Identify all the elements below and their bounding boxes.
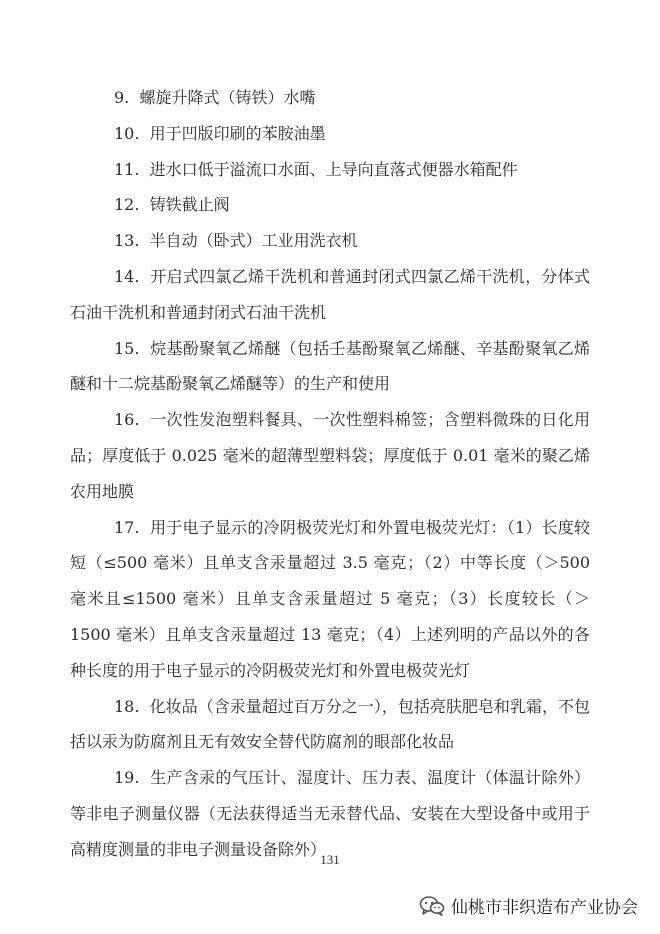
list-item <box>70 80 590 116</box>
item-text: 烷基酚聚氧乙烯醚（包括壬基酚聚氧乙烯醚、辛基酚聚氧乙烯醚和十二烷基酚聚氧乙烯醚等）的生产和使用 <box>70 338 590 394</box>
item-text: 一次性发泡塑料餐具、一次性塑料棉签；含塑料微珠的日化用品；厚度低于 0.025 毫米的超薄型塑料袋；厚度低于 0.01 毫米的聚乙烯农用地膜 <box>70 410 590 501</box>
item-text: 开启式四氯乙烯干洗机和普通封闭式四氯乙烯干洗机，分体式石油干洗机和普通封闭式石油干洗机 <box>70 266 590 322</box>
item-text: 进水口低于溢流口水面、上导向直落式便器水箱配件 <box>149 159 518 179</box>
page-number: 131 <box>320 852 340 867</box>
item-number: 10. <box>114 123 140 143</box>
item-number: 12. <box>114 195 140 215</box>
item-text: 生产含汞的气压计、湿度计、压力表、温度计（体温计除外）等非电子测量仪器（无法获得适当无汞替代品、安装在大型设备中或用于高精度测量的非电子测量设备除外） <box>70 768 590 859</box>
item-number: 17. <box>114 517 140 537</box>
document-body <box>70 80 590 868</box>
list-item <box>70 223 590 259</box>
item-text: 用于凹版印刷的苯胺油墨 <box>149 123 326 143</box>
item-number: 9. <box>114 88 130 107</box>
watermark-text: 仙桃市非织造布产业协会 <box>451 898 638 918</box>
list-item <box>70 116 590 152</box>
list-item <box>70 259 590 331</box>
list-item <box>70 331 590 403</box>
list-item <box>70 510 590 689</box>
item-number: 11. <box>114 159 140 179</box>
item-text: 铸铁截止阀 <box>149 195 230 215</box>
item-number: 16. <box>114 410 140 430</box>
item-number: 19. <box>114 768 140 788</box>
item-text: 螺旋升降式（铸铁）水嘴 <box>139 88 316 107</box>
item-text: 半自动（卧式）工业用洗衣机 <box>149 231 358 251</box>
list-item <box>70 187 590 223</box>
item-number: 15. <box>114 338 140 358</box>
item-number: 13. <box>114 231 140 251</box>
item-number: 18. <box>114 696 140 716</box>
item-text: 用于电子显示的冷阴极荧光灯和外置电极荧光灯：（1）长度较短（≤500 毫米）且单支含汞量超过 3.5 毫克；（2）中等长度（＞500 毫米且≤1500 毫米）且单支含汞量超过 5 毫克；（3）长度较长（＞1500 毫米）且单支含汞量超过 13 毫克；（4）上述列明的产品以外的各种长度的用于电子显示的冷阴极荧光灯和外置电极荧光灯 <box>70 517 591 680</box>
list-item <box>70 152 590 188</box>
source-watermark <box>419 893 638 918</box>
item-number: 14. <box>114 266 140 286</box>
list-item <box>70 402 590 509</box>
list-item <box>70 689 590 761</box>
wechat-icon <box>419 895 445 917</box>
item-text: 化妆品（含汞量超过百万分之一），包括亮肤肥皂和乳霜，不包括以汞为防腐剂且无有效安全替代防腐剂的眼部化妆品 <box>70 696 590 752</box>
